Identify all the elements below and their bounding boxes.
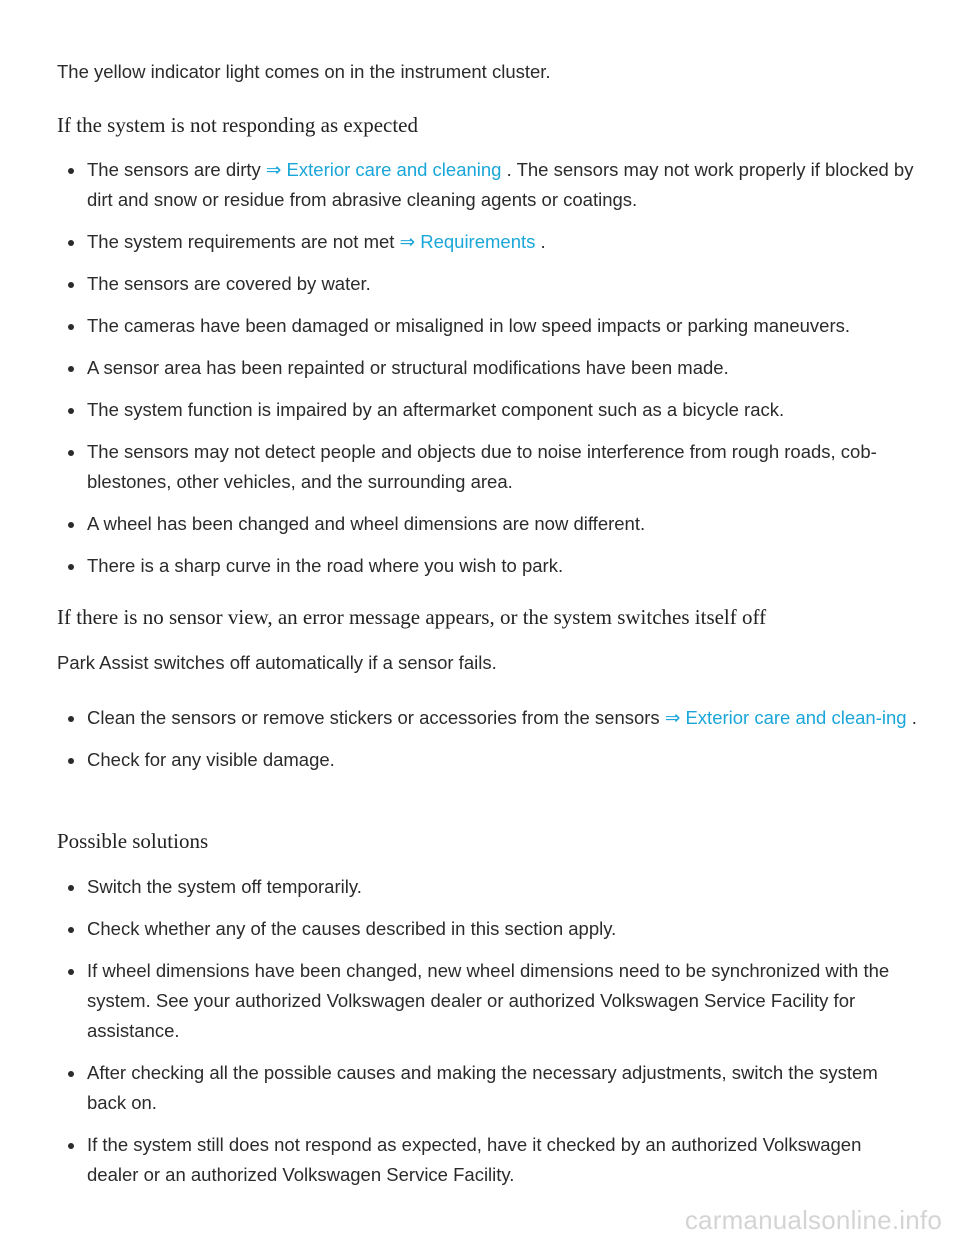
list-item-text: Clean the sensors or remove stickers or accessories from the sensors [87, 707, 665, 728]
list-item-text: Check for any visible damage. [87, 749, 335, 770]
bullet-icon [68, 1071, 74, 1077]
list-item-text: If the system still does not respond as expected, have it checked by an authorized Volkswagen dealer or an authorized Volkswagen Service Facility. [87, 1134, 862, 1185]
bullet-icon [68, 927, 74, 933]
list-item [57, 227, 917, 257]
list-item-text: The sensors may not detect people and objects due to noise interference from rough roads, cob-blestones, other vehicles, and the surrounding area. [87, 441, 877, 492]
bullet-icon [68, 282, 74, 288]
solutions-list [57, 872, 917, 1190]
bullet-icon [68, 324, 74, 330]
exterior-care-link[interactable]: ⇒ Exterior care and cleaning [265, 159, 502, 180]
list-item [57, 551, 917, 581]
bullet-icon [68, 885, 74, 891]
bullet-icon [68, 168, 74, 174]
bullet-icon [68, 969, 74, 975]
exterior-care-link[interactable]: ⇒ Exterior care and clean-ing [664, 707, 907, 728]
list-item-text: If wheel dimensions have been changed, new wheel dimensions need to be synchronized with the system. See your authorized Volkswagen dealer or authorized Volkswagen Service Facility for assistance. [87, 960, 890, 1041]
list-item-text: Switch the system off temporarily. [87, 876, 362, 897]
section-heading-no-sensor-view: If there is no sensor view, an error message appears, or the system switches itself off [57, 605, 767, 629]
list-item [57, 703, 917, 733]
bullet-icon [68, 758, 74, 764]
list-item-text: . [535, 231, 546, 252]
watermark: carmanualsonline.info [684, 1205, 942, 1235]
bullet-icon [68, 522, 74, 528]
bullet-icon [68, 1143, 74, 1149]
list-item-text: After checking all the possible causes and making the necessary adjustments, switch the system back on. [87, 1062, 878, 1113]
list-item-text: A sensor area has been repainted or structural modifications have been made. [87, 357, 729, 378]
bullet-icon [68, 716, 74, 722]
bullet-icon [68, 408, 74, 414]
list-item [57, 745, 917, 775]
list-item-text: . The sensors may not work properly if blocked by dirt and snow or residue from abrasive cleaning agents or coatings. [87, 159, 914, 210]
list-item-text: There is a sharp curve in the road where you wish to park. [87, 555, 564, 576]
intro-text: The yellow indicator light comes on in the instrument cluster. [57, 61, 551, 82]
list-item [57, 311, 917, 341]
list-item [57, 1130, 917, 1190]
list-item [57, 1058, 917, 1118]
bullet-icon [68, 450, 74, 456]
list-item [57, 914, 917, 944]
section-heading-possible-solutions: Possible solutions [57, 829, 209, 853]
list-item [57, 395, 917, 425]
list-item-text: The sensors are dirty [87, 159, 266, 180]
causes-list [57, 155, 917, 581]
list-item-text: The system function is impaired by an aftermarket component such as a bicycle rack. [87, 399, 785, 420]
list-item-text: The system requirements are not met [87, 231, 400, 252]
list-item [57, 872, 917, 902]
list-item-text: . [906, 707, 917, 728]
bullet-icon [68, 366, 74, 372]
section-heading-not-responding: If the system is not responding as expected [57, 113, 418, 137]
list-item [57, 956, 917, 1046]
actions-list [57, 703, 917, 775]
list-item-text: The cameras have been damaged or misaligned in low speed impacts or parking maneuvers. [87, 315, 851, 336]
list-item [57, 353, 917, 383]
list-item [57, 155, 917, 215]
list-item-text: The sensors are covered by water. [87, 273, 371, 294]
list-item-text: A wheel has been changed and wheel dimensions are now different. [87, 513, 646, 534]
requirements-link[interactable]: ⇒ Requirements [399, 231, 536, 252]
bullet-icon [68, 240, 74, 246]
list-item [57, 269, 917, 299]
section-paragraph: Park Assist switches off automatically if a sensor fails. [57, 652, 497, 673]
list-item-text: Check whether any of the causes described in this section apply. [87, 918, 617, 939]
bullet-icon [68, 564, 74, 570]
list-item [57, 437, 917, 497]
list-item [57, 509, 917, 539]
